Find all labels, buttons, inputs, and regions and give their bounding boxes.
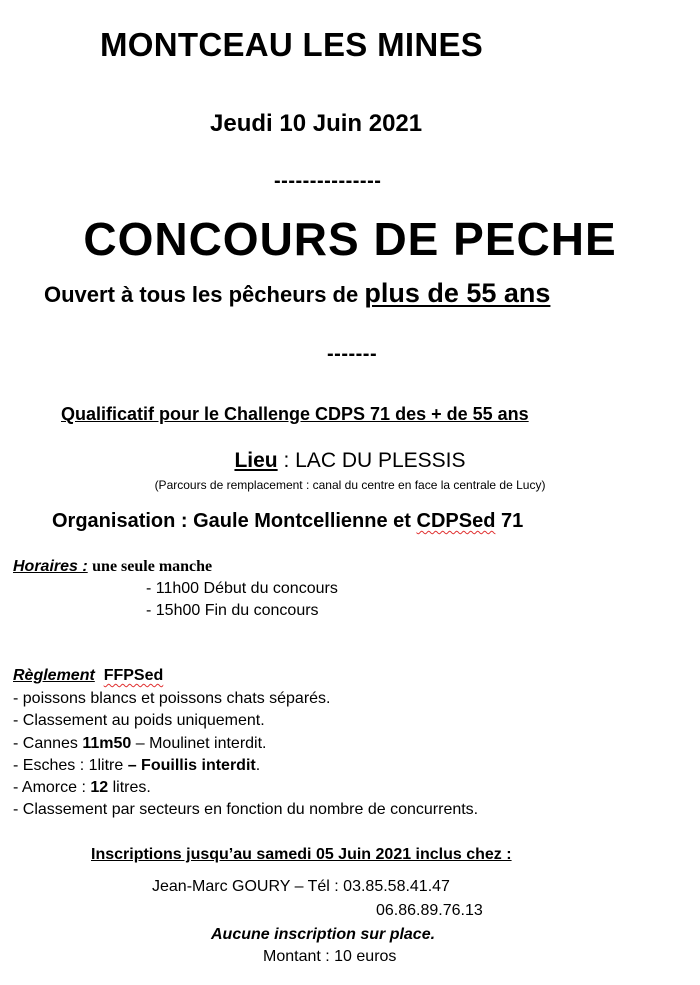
subtitle-prefix: Ouvert à tous les pêcheurs de — [44, 282, 365, 307]
rule-emphasis: 12 — [90, 779, 109, 796]
rule-item: - Classement au poids uniquement. — [13, 712, 265, 729]
rule-emphasis: 11m50 — [82, 735, 132, 752]
subtitle-emphasis: plus de 55 ans — [364, 278, 551, 308]
organisation-suffix: 71 — [495, 510, 524, 532]
rule-item: - poissons blancs et poissons chats séparés. — [13, 690, 331, 707]
rules-federation: FFPSed — [103, 667, 164, 684]
entry-fee: Montant : 10 euros — [263, 948, 397, 965]
location-line — [0, 449, 700, 473]
schedule-manche: une seule manche — [92, 558, 213, 575]
rule-text: . — [255, 757, 261, 774]
rule-text: - Amorce : — [13, 779, 91, 796]
rules-label: Règlement — [13, 667, 95, 684]
organisation-prefix: Organisation : Gaule Montcellienne et — [52, 510, 417, 532]
page-title: CONCOURS DE PECHE — [83, 213, 617, 265]
rule-text: - Esches : 1litre — [13, 757, 128, 774]
city-heading: MONTCEAU LES MINES — [100, 26, 484, 63]
event-date: Jeudi 10 Juin 2021 — [210, 110, 423, 137]
rule-emphasis: – Fouillis interdit — [127, 757, 256, 774]
schedule-item-end: - 15h00 Fin du concours — [146, 602, 319, 619]
separator-long: --------------- — [274, 170, 382, 192]
registration-heading: Inscriptions jusqu’au samedi 05 Juin 2021 inclus chez : — [91, 846, 512, 863]
rule-text: – Moulinet interdit. — [131, 735, 267, 752]
registration-contact: Jean-Marc GOURY – Tél : 03.85.58.41.47 — [152, 878, 450, 895]
rule-text: - Cannes — [13, 735, 83, 752]
organisation-line — [52, 510, 523, 533]
rule-item — [13, 779, 151, 797]
rule-item: - Classement par secteurs en fonction du nombre de concurrents. — [13, 801, 479, 818]
registration-phone-2: 06.86.89.76.13 — [376, 902, 483, 919]
location-value: : LAC DU PLESSIS — [277, 449, 466, 472]
schedule-item-start: - 11h00 Début du concours — [146, 580, 338, 597]
qualification-line: Qualificatif pour le Challenge CDPS 71 des + de 55 ans — [61, 404, 529, 424]
replacement-note: (Parcours de remplacement : canal du centre en face la centrale de Lucy) — [154, 478, 546, 492]
rule-item — [13, 757, 260, 775]
schedule-label: Horaires : — [13, 558, 88, 575]
rules-heading — [13, 667, 163, 685]
schedule-heading — [13, 558, 212, 576]
rule-text: litres. — [108, 779, 151, 796]
no-onsite-registration: Aucune inscription sur place. — [211, 926, 436, 943]
subtitle — [44, 278, 550, 309]
organisation-club: CDPSed — [416, 510, 496, 532]
rule-item — [13, 735, 267, 753]
location-label: Lieu — [234, 449, 278, 472]
separator-short: ------- — [327, 343, 378, 365]
